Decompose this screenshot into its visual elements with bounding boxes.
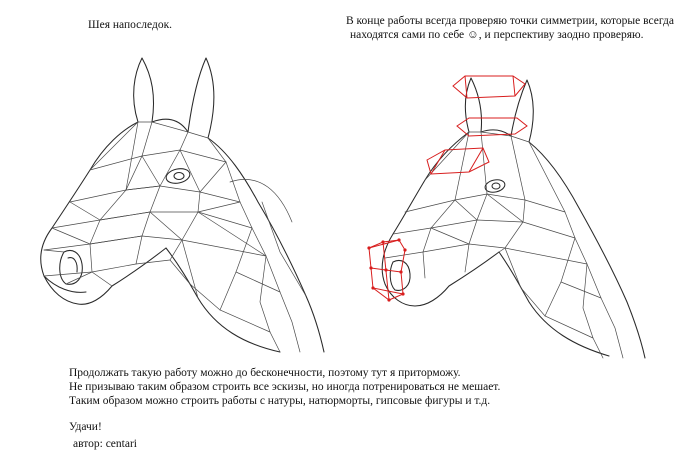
construction-grid [385, 132, 623, 358]
caption-right [346, 14, 691, 42]
caption-right-line-1: В конце работы всегда проверяю точки симметрии, которые всегда [346, 15, 674, 27]
closing-text: Удачи! [69, 421, 102, 433]
body-line-1: Продолжать такую работу можно до бесконечности, поэтому тут я приторможу. [69, 367, 461, 379]
horse-outline [41, 58, 324, 352]
caption-right-line-2: находятся сами по себе ☺, и перспективу заодно проверяю. [350, 29, 644, 41]
horse-outline [382, 78, 645, 358]
caption-left: Шея напоследок. [88, 19, 173, 31]
facial-features [60, 167, 191, 285]
construction-grid [44, 122, 306, 352]
author-credit: автор: centari [73, 438, 137, 450]
body-paragraph [69, 366, 500, 408]
horse-head-symmetry-check-sketch [365, 72, 665, 362]
horse-head-wireframe-sketch [30, 52, 340, 357]
body-line-3: Таким образом можно строить работы с натуры, натюрморты, гипсовые фигуры и т.д. [69, 395, 491, 407]
body-line-2: Не призываю таким образом строить все эскизы, но иногда потренироваться не мешает. [69, 381, 501, 393]
